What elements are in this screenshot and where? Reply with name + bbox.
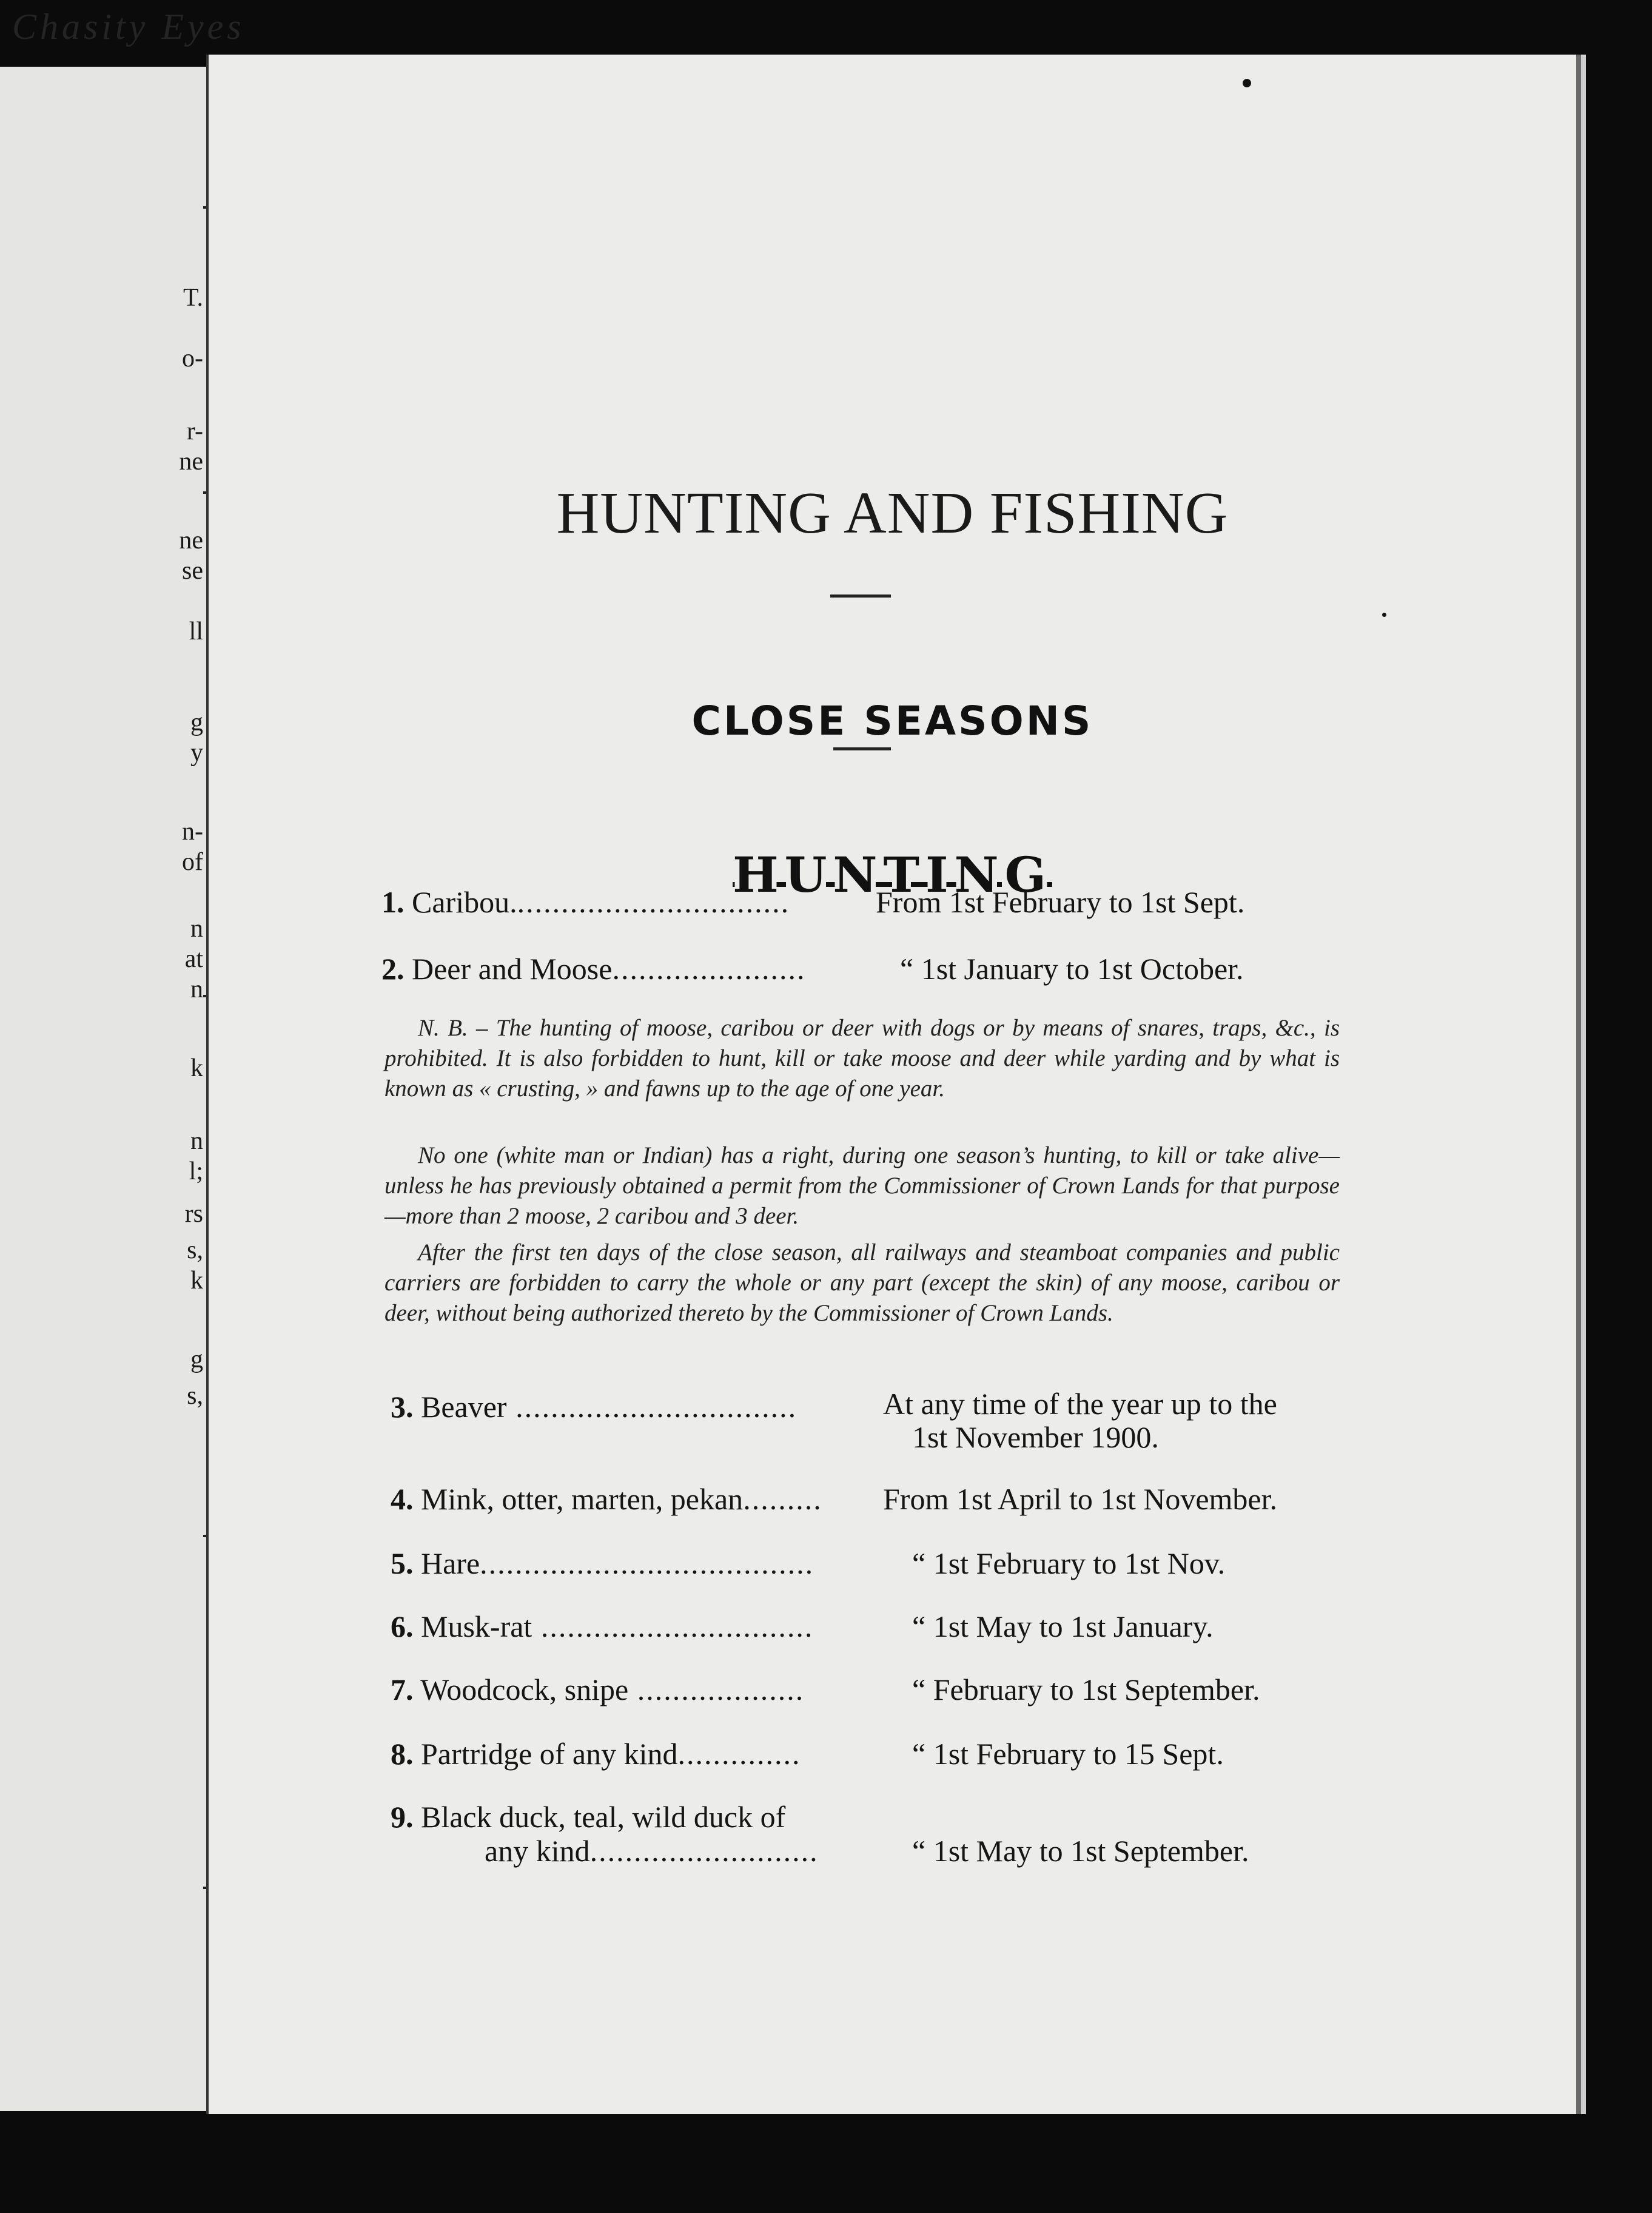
dot-leader: ............................... <box>532 1609 814 1643</box>
document-page <box>206 55 1576 2114</box>
season-period: “ 1st May to 1st September. <box>912 1834 1249 1868</box>
title-divider <box>830 595 891 598</box>
note-paragraph <box>384 1140 1340 1231</box>
margin-text-fragment: ne <box>179 448 203 476</box>
ink-speck <box>1243 79 1251 87</box>
item-number: 5. <box>391 1546 414 1580</box>
margin-text-fragment: n <box>190 1127 203 1155</box>
season-period: “ 1st May to 1st January. <box>912 1609 1214 1643</box>
item-name: Musk-rat <box>421 1609 532 1643</box>
item-number: 7. <box>391 1672 414 1706</box>
item-number: 1. <box>381 885 405 919</box>
item-name: Caribou. <box>412 885 517 919</box>
header-scrawl: Chasity Eyes <box>12 7 245 47</box>
section-heading: HUNTING <box>733 846 1052 903</box>
season-period: At any time of the year up to the <box>883 1387 1277 1421</box>
item-name-continued: any kind <box>485 1834 590 1868</box>
subtitle-divider <box>833 747 891 750</box>
margin-text-fragment: g <box>190 709 203 736</box>
item-number: 4. <box>391 1482 414 1516</box>
section-subtitle: CLOSE SEASONS <box>691 698 1093 744</box>
margin-text-fragment: s, <box>187 1382 203 1410</box>
margin-text-fragment: ne <box>179 527 203 554</box>
item-name: Hare <box>421 1546 480 1580</box>
margin-text-fragment: k <box>190 1054 203 1082</box>
margin-text-fragment: ll <box>189 618 203 645</box>
item-name: Deer and Moose <box>412 952 613 986</box>
item-number: 9. <box>391 1800 414 1834</box>
season-period: “ 1st January to 1st October. <box>900 952 1244 986</box>
note-text: N. B. – The hunting of moose, caribou or deer with dogs or by means of snares, traps, &c., is prohibited. It is also forbidden to hunt, kill or take moose and deer while yarding and by what is known as « crusting, » and fawns up to the age of one year. <box>384 1015 1340 1102</box>
margin-text-fragment: n- <box>182 818 203 846</box>
list-item <box>391 1799 785 1834</box>
season-period: From 1st April to 1st November. <box>883 1482 1277 1516</box>
margin-text-fragment: r- <box>186 417 203 445</box>
list-item-continued <box>485 1833 819 1868</box>
margin-text-fragment: se <box>182 557 203 585</box>
item-number: 3. <box>391 1390 414 1424</box>
page-title: HUNTING AND FISHING <box>556 480 1229 546</box>
list-item <box>391 1481 822 1517</box>
note-paragraph <box>384 1238 1340 1329</box>
margin-text-fragment: n <box>190 975 203 1003</box>
margin-text-fragment: l; <box>189 1157 203 1185</box>
list-item <box>391 1609 813 1644</box>
item-name: Woodcock, snipe <box>420 1672 629 1706</box>
margin-text-fragment: o- <box>182 345 203 372</box>
item-number: 8. <box>391 1737 414 1771</box>
margin-text-fragment: at <box>184 945 203 973</box>
item-number: 2. <box>381 952 405 986</box>
item-number: 6. <box>391 1609 414 1643</box>
list-item <box>391 1736 801 1771</box>
season-period: “ 1st February to 1st Nov. <box>912 1546 1226 1580</box>
margin-text-fragment: n <box>190 915 203 943</box>
margin-text-fragment: g <box>190 1346 203 1373</box>
note-text: No one (white man or Indian) has a right, during one season’s hunting, to kill or take alive—unless he has previously obtained a permit from the Commissioner of Crown Lands for that purpose—more than 2 moose, 2 caribou and 3 deer. <box>384 1142 1340 1229</box>
note-text: After the first ten days of the close season, all railways and steamboat companies and public carriers are forbidden to carry the whole or any part (except the skin) of any moose, caribou or deer, without being authorized thereto by the Commissioner of Crown Lands. <box>384 1239 1340 1326</box>
list-item <box>381 951 805 986</box>
list-item <box>381 884 790 920</box>
season-period: “ 1st February to 15 Sept. <box>912 1737 1224 1771</box>
item-name: Mink, otter, marten, pekan <box>421 1482 744 1516</box>
season-period: From 1st February to 1st Sept. <box>876 885 1245 919</box>
margin-text-fragment: k <box>190 1267 203 1295</box>
margin-text-fragment: of <box>182 848 203 876</box>
dot-leader: ...................................... <box>480 1546 814 1580</box>
season-period-continued: 1st November 1900. <box>912 1420 1159 1454</box>
margin-text-fragment: rs <box>184 1200 203 1228</box>
list-item <box>391 1389 797 1424</box>
season-period: “ February to 1st September. <box>912 1672 1260 1706</box>
left-page-margin <box>0 67 219 2111</box>
dot-leader: ................................ <box>506 1390 797 1424</box>
margin-text-fragment: s, <box>187 1236 203 1264</box>
list-item <box>391 1546 814 1581</box>
dot-leader: ............................... <box>517 885 790 919</box>
dot-leader: ................... <box>628 1672 805 1706</box>
ink-speck <box>1382 613 1386 617</box>
item-name: Partridge of any kind <box>421 1737 678 1771</box>
dot-leader: .......................... <box>589 1834 819 1868</box>
list-item <box>391 1672 804 1707</box>
margin-text-fragment: T. <box>183 284 203 312</box>
dot-leader: ...................... <box>612 952 806 986</box>
dot-leader: .............. <box>677 1737 801 1771</box>
note-paragraph <box>384 1013 1340 1104</box>
item-name: Beaver <box>421 1390 507 1424</box>
item-name: Black duck, teal, wild duck of <box>421 1800 786 1834</box>
margin-text-fragment: y <box>190 739 203 767</box>
dot-leader: ......... <box>743 1482 822 1516</box>
